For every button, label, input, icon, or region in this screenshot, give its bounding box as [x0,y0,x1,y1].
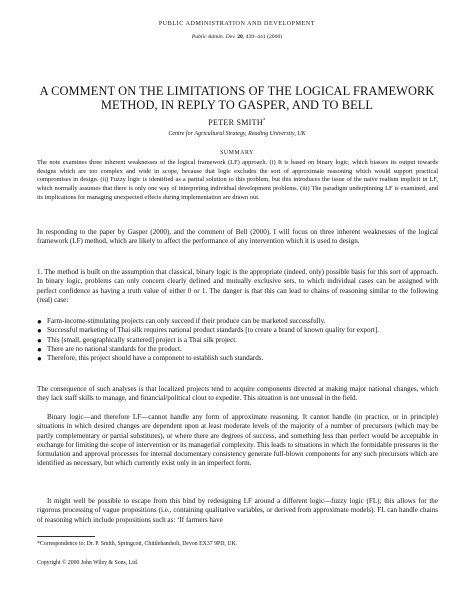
author-name [0,118,474,127]
citation-volume: 20 [237,34,243,40]
bullet-icon: ● [37,326,42,336]
reasoning-chain-list [37,317,438,363]
bullet-icon: ● [37,354,42,364]
citation-pages: , 439–441 (2000) [242,34,283,40]
title-line-1: A COMMENT ON THE LIMITATIONS OF THE LOGICAL FRAMEWORK [39,84,435,98]
author-affiliation: Centre for Agricultural Strategy, Reading University, UK [168,131,306,137]
list-item-text: Therefore, this project should have a component to establish such standards. [47,354,264,363]
fuzzy-logic-paragraph: It might well be possible to escape from this bind by redesigning LF around a different logic—fuzzy logic (FL); this allows for the rigorous processing of vague propositions (i.e., containing qualitative variables, or derived from approximate models). FL can handle chains of reasoning which include propositions such as: ‘If farmers have [37,497,438,524]
list-item-text: There are no national standards for the product. [47,344,182,353]
citation-journal: Public Admin. Dev. [191,34,236,40]
binary-logic-paragraph: Binary logic—and therefore LF—cannot handle any form of approximate reasoning. It cannot handle (in practice, or in principle) situations in which desired changes are dependent upon at least moderate levels of the majority of a number of precursors (which may be partly complementary or partial substitutes), or where there are degrees of success, and something less than perfect would be acceptable in exchange for limiting the scope of intervention or its managerial complexity. This leads to situations in which the formidable pressures in the formulation and approval processes for internal documentary consistency generate full-blown components for any such precursors which are identified as necessary, but which currently exist only in an imperfect form. [37,413,438,468]
abstract-heading: SUMMARY [220,150,254,156]
bullet-icon: ● [37,335,42,345]
list-item-text: This [small, geographically scattered] project is a Thai silk project. [47,335,237,344]
author-footnote-mark: * [262,118,266,124]
correspondence-footnote: *Correspondence to: Dr. P. Smith, Springcott, Chittlehamholt, Devon EX37 9PD, UK. [37,541,238,547]
journal-name: PUBLIC ADMINISTRATION AND DEVELOPMENT [158,21,316,27]
bullet-icon: ● [37,317,42,326]
footnote-divider [37,536,95,537]
consequence-paragraph: The consequence of such analyses is that localized projects tend to acquire components directed at making major national changes, which they lack staff skills to manage, and financial/political clout to expedite. This situation is not unusual in the field. [37,385,438,403]
list-item [37,317,438,326]
copyright-notice: Copyright © 2000 John Wiley & Sons, Ltd. [37,560,139,566]
abstract-text: The note examines three inherent weaknesses of the logical framework (LF) approach. (i) It is based on binary logic, which biasses its output towards designs which are too complex and wide in scope, because that logic excludes the sort of approximate reasoning which would support practical compromises in design. (ii) Fuzzy logic is identified as a partial solution to this problem, but this introduces the issue of the naive realism implicit in LF, which normally assumes that there is only one way of interpreting individual development problems. (iii) The paradigm underpinning LF is examined, and its implications for managing unexpected effects during implementation are drawn out. [37,159,438,201]
article-title [20,84,454,112]
citation-line [0,34,474,40]
list-item [37,336,438,345]
author-name-text: PETER SMITH [208,118,263,127]
list-item [37,326,438,335]
bullet-icon: ● [37,344,42,354]
point-one-paragraph: 1. The method is built on the assumption that classical, binary logic is the appropriate (indeed, only) possible basis for this sort of approach. In binary logic, problems can only concern clearly defined and mutually exclusive sets, to which individual cases can be assigned with perfect confidence as having a truth value of either 0 or 1. The danger is that this can lead to chains of reasoning similar to the following (real) case: [37,268,438,304]
title-line-2: METHOD, IN REPLY TO GASPER, AND TO BELL [100,98,374,112]
intro-paragraph: In responding to the paper by Gasper (2000), and the comment of Bell (2000), I will focus on three inherent weaknesses of the logical framework (LF) method, which are likely to affect the performance of any intervention which it is used to design. [37,228,438,246]
list-item-text: Farm-income-stimulating projects can only succeed if their produce can be marketed successfully. [47,317,326,325]
list-item [37,354,438,363]
list-item-text: Successful marketing of Thai silk requires national product standards [to create a brand of known quality for export]. [47,326,379,335]
list-item [37,345,438,354]
